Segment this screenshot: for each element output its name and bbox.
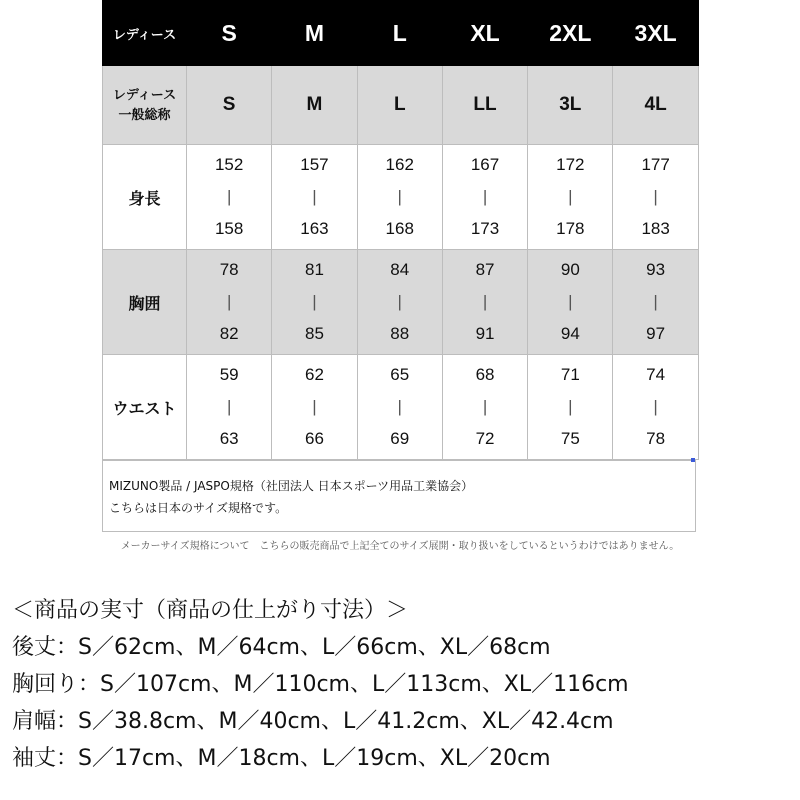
range-separator: | <box>482 187 488 206</box>
general-size-cell: M <box>272 66 357 145</box>
measure-range-cell <box>272 250 357 355</box>
range-separator: | <box>482 397 488 416</box>
note-line-2: こちらは日本のサイズ規格です。 <box>109 501 288 515</box>
range-min: 74 <box>646 365 666 384</box>
measure-range-cell <box>442 145 527 250</box>
measure-range-cell <box>272 145 357 250</box>
range-min: 84 <box>390 260 410 279</box>
general-size-cell: L <box>357 66 442 145</box>
range-max: 183 <box>641 219 670 238</box>
measure-range-cell <box>613 250 698 355</box>
range-max: 158 <box>214 219 244 238</box>
range-max: 85 <box>304 324 324 343</box>
range-min: 59 <box>219 365 239 384</box>
range-separator: | <box>653 292 658 311</box>
measure-range-cell <box>613 355 698 460</box>
range-separator: | <box>568 187 573 206</box>
range-separator: | <box>312 397 317 416</box>
measure-range-cell <box>187 355 272 460</box>
measure-range-cell <box>442 355 527 460</box>
measure-range-cell <box>357 250 442 355</box>
measure-row-label: 胸囲 <box>103 250 187 355</box>
range-min: 162 <box>385 155 414 174</box>
range-separator: | <box>397 292 402 311</box>
general-size-cell: S <box>187 66 272 145</box>
measure-range-cell <box>357 145 442 250</box>
range-min: 71 <box>560 365 580 384</box>
measurements-title: ＜商品の実寸（商品の仕上がり寸法）＞ <box>12 598 409 623</box>
measure-range-cell <box>528 250 613 355</box>
range-min: 62 <box>304 365 324 384</box>
header-size-cell: 2XL <box>528 1 613 66</box>
range-separator: | <box>226 187 232 206</box>
measure-range-cell <box>613 145 698 250</box>
measurement-line-chest: 胸回り：S／107cm、M／110cm、L／113cm、XL／116cm <box>12 672 629 697</box>
measure-range-cell <box>528 145 613 250</box>
general-size-row <box>103 66 699 145</box>
note-line-1: MIZUNO製品 / JASPO規格（社団法人 日本スポーツ用品工業協会） <box>109 479 474 493</box>
general-row-label-line1: レディース <box>112 87 177 102</box>
header-size-cell: 3XL <box>613 1 698 66</box>
range-max: 75 <box>560 429 580 448</box>
range-min: 167 <box>470 155 500 174</box>
range-separator: | <box>482 292 488 311</box>
size-disclaimer: メーカーサイズ規格について こちらの販売商品で上記全てのサイズ展開・取り扱いをしているというわけではありません。 <box>120 541 680 552</box>
measurement-line-sleeve: 袖丈：S／17cm、M／18cm、L／19cm、XL／20cm <box>12 746 551 771</box>
range-min: 90 <box>560 260 580 279</box>
range-min: 177 <box>641 155 670 174</box>
range-separator: | <box>568 292 573 311</box>
range-max: 66 <box>304 429 324 448</box>
range-min: 152 <box>214 155 244 174</box>
range-max: 173 <box>470 219 500 238</box>
range-min: 157 <box>300 155 329 174</box>
measure-range-cell <box>442 250 527 355</box>
range-max: 72 <box>475 429 495 448</box>
measure-range-cell <box>272 355 357 460</box>
range-max: 69 <box>390 429 410 448</box>
header-size-cell: XL <box>442 1 527 66</box>
measure-range-cell <box>528 355 613 460</box>
range-separator: | <box>312 187 317 206</box>
header-size-cell: L <box>357 1 442 66</box>
measure-range-cell <box>187 145 272 250</box>
measure-range-cell <box>187 250 272 355</box>
standard-note <box>102 460 696 532</box>
general-size-cell: LL <box>442 66 527 145</box>
measure-range-cell <box>357 355 442 460</box>
range-separator: | <box>312 292 317 311</box>
range-max: 178 <box>556 219 585 238</box>
range-min: 81 <box>304 260 324 279</box>
range-separator: | <box>653 397 658 416</box>
range-separator: | <box>568 397 573 416</box>
range-min: 172 <box>556 155 585 174</box>
general-row-label <box>103 66 187 145</box>
range-separator: | <box>397 187 402 206</box>
measure-row-chest <box>103 250 699 355</box>
header-size-cell: S <box>187 1 272 66</box>
measure-row-height <box>103 145 699 250</box>
measure-row-waist <box>103 355 699 460</box>
range-separator: | <box>653 187 658 206</box>
range-max: 88 <box>390 324 410 343</box>
size-header-row <box>103 1 699 66</box>
header-size-cell: M <box>272 1 357 66</box>
range-min: 87 <box>475 260 495 279</box>
measure-row-label: 身長 <box>103 145 187 250</box>
range-max: 168 <box>385 219 414 238</box>
note-corner-mark <box>691 458 695 462</box>
range-min: 78 <box>219 260 239 279</box>
measurement-line-length: 後丈：S／62cm、M／64cm、L／66cm、XL／68cm <box>12 635 551 660</box>
general-size-cell: 3L <box>528 66 613 145</box>
range-max: 91 <box>475 324 495 343</box>
measurement-line-shoulder: 肩幅：S／38.8cm、M／40cm、L／41.2cm、XL／42.4cm <box>12 709 614 734</box>
range-max: 94 <box>560 324 580 343</box>
range-min: 65 <box>390 365 410 384</box>
measure-row-label: ウエスト <box>103 355 187 460</box>
range-min: 68 <box>475 365 495 384</box>
range-max: 163 <box>300 219 329 238</box>
range-separator: | <box>397 397 402 416</box>
general-row-label-line2: 一般総称 <box>118 107 171 122</box>
header-row-label: レディース <box>103 1 187 66</box>
range-max: 82 <box>219 324 239 343</box>
range-max: 78 <box>646 429 666 448</box>
general-size-cell: 4L <box>613 66 698 145</box>
range-separator: | <box>226 397 232 416</box>
range-max: 97 <box>646 324 666 343</box>
product-measurements <box>12 592 800 777</box>
range-max: 63 <box>219 429 239 448</box>
range-min: 93 <box>646 260 666 279</box>
size-chart-table <box>102 0 699 460</box>
range-separator: | <box>226 292 232 311</box>
